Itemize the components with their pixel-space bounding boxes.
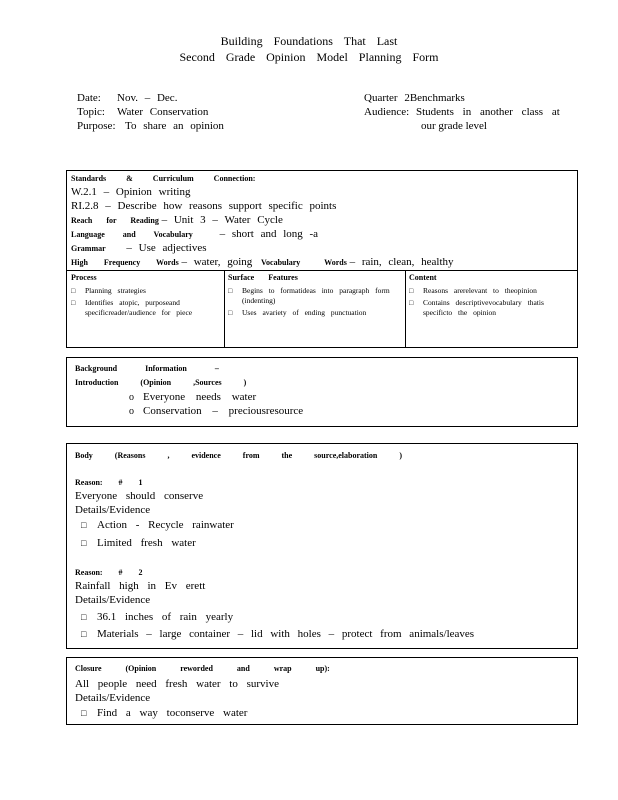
standard-ri28: RI.2.8 – Describe how reasons support specific points (71, 200, 337, 212)
closure-detail: □ Find a way toconserve water (81, 707, 248, 719)
standard-grammar: Grammar – Use adjectives (71, 242, 207, 254)
content-item: □ Contains descriptivevocabulary thatis specificto the opinion (409, 298, 573, 318)
circle-bullet-icon: o (129, 392, 134, 403)
process-column: Process □ Planning strategies □ Identifies atopic, purposeand specificreader/audience for piece (67, 271, 225, 348)
standards-box (66, 170, 578, 348)
background-item: o Everyone needs water (129, 391, 257, 403)
meta-date: Date: Nov. – Dec. (77, 92, 178, 104)
closure-box (66, 657, 578, 725)
reason-1-details-label: Details/Evidence (75, 504, 151, 516)
closure-heading: Closure (Opinion reworded and wrap up): (75, 664, 330, 673)
process-item: □ Planning strategies (71, 286, 220, 296)
surface-column: Surface Features □ Begins to formatideas into paragraph form (indenting) □ Uses avariety of ending punctuation (224, 271, 406, 348)
meta-audience-cont: our grade level (421, 120, 487, 132)
standards-heading: Standards & Curriculum Connection: (71, 174, 256, 183)
reason-2-detail: □ 36.1 inches of rain yearly (81, 611, 234, 623)
background-heading: Background Information – (75, 364, 219, 373)
background-item: o Conservation – preciousresource (129, 405, 304, 417)
meta-left (77, 91, 224, 133)
body-box (66, 443, 578, 649)
reason-2-detail: □ Materials – large container – lid with holes – protect from animals/leaves (81, 628, 475, 640)
form-title-line2: Second Grade Opinion Model Planning Form (179, 50, 439, 64)
square-bullet-icon: □ (81, 520, 87, 530)
form-title-line1: Building Foundations That Last (220, 34, 398, 48)
surface-item: □ Uses avariety of ending punctuation (228, 308, 401, 318)
reason-2-text: Rainfall high in Ev erett (75, 580, 206, 592)
background-box (66, 357, 578, 427)
closure-details-label: Details/Evidence (75, 692, 151, 704)
meta-quarter: Quarter 2Benchmarks (364, 92, 465, 104)
surface-item: □ Begins to formatideas into paragraph form (indenting) (228, 286, 401, 306)
square-bullet-icon: □ (81, 708, 87, 718)
square-bullet-icon: □ (81, 538, 87, 548)
reason-1-detail: □ Limited fresh water (81, 537, 196, 549)
square-bullet-icon: □ (81, 629, 87, 639)
square-bullet-icon: □ (81, 612, 87, 622)
reason-1-text: Everyone should conserve (75, 490, 204, 502)
standards-columns (67, 270, 577, 348)
reason-2-details-label: Details/Evidence (75, 594, 151, 606)
content-column: Content □ Reasons arerelevant to theopinion □ Contains descriptivevocabulary thatis specificto the opinion (405, 271, 577, 348)
standard-language: Language and Vocabulary – short and long -a (71, 228, 319, 240)
reason-1-detail: □ Action - Recycle rainwater (81, 519, 234, 531)
meta-topic: Topic: Water Conservation (77, 106, 209, 118)
reason-2-label: Reason: # 2 (75, 568, 143, 577)
content-item: □ Reasons arerelevant to theopinion (409, 286, 573, 296)
meta-audience: Audience: Students in another class at (364, 106, 560, 118)
standard-w21: W.2.1 – Opinion writing (71, 186, 191, 198)
circle-bullet-icon: o (129, 406, 134, 417)
meta-purpose: Purpose: To share an opinion (77, 120, 224, 132)
closure-text: All people need fresh water to survive (75, 678, 279, 690)
reason-1-label: Reason: # 1 (75, 478, 143, 487)
standard-words: High Frequency Words – water, going Vocabulary Words – rain, clean, healthy (71, 256, 454, 268)
introduction-heading: Introduction (Opinion ,Sources ) (75, 378, 247, 387)
process-item: □ Identifies atopic, purposeand specificreader/audience for piece (71, 298, 220, 318)
standard-reach: Reach for Reading – Unit 3 – Water Cycle (71, 214, 283, 226)
body-heading: Body (Reasons , evidence from the source,elaboration ) (75, 451, 403, 460)
meta-right (364, 91, 560, 133)
